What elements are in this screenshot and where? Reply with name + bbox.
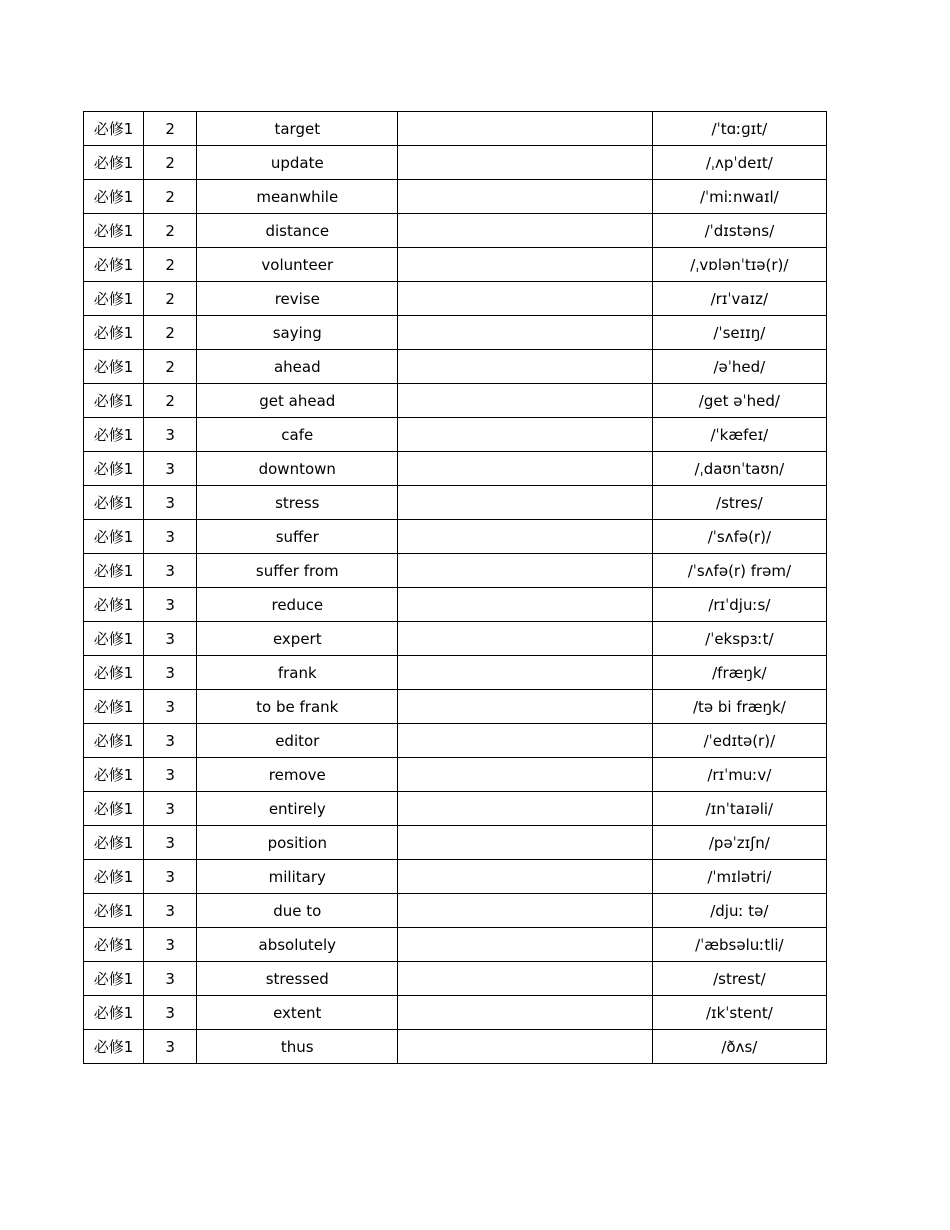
unit-cell: 3 xyxy=(144,792,197,826)
word-cell: due to xyxy=(197,894,398,928)
meaning-cell xyxy=(398,894,652,928)
book-cell: 必修1 xyxy=(84,588,144,622)
unit-cell: 3 xyxy=(144,1030,197,1064)
phonetic-cell: /ɪnˈtaɪəli/ xyxy=(652,792,826,826)
unit-cell: 3 xyxy=(144,690,197,724)
table-row xyxy=(84,282,827,316)
book-cell: 必修1 xyxy=(84,758,144,792)
unit-cell: 3 xyxy=(144,622,197,656)
meaning-cell xyxy=(398,554,652,588)
phonetic-cell: /ˈtɑːɡɪt/ xyxy=(652,112,826,146)
book-cell: 必修1 xyxy=(84,316,144,350)
table-row xyxy=(84,350,827,384)
word-cell: editor xyxy=(197,724,398,758)
meaning-cell xyxy=(398,656,652,690)
word-cell: remove xyxy=(197,758,398,792)
unit-cell: 3 xyxy=(144,486,197,520)
meaning-cell xyxy=(398,180,652,214)
meaning-cell xyxy=(398,486,652,520)
word-cell: frank xyxy=(197,656,398,690)
unit-cell: 3 xyxy=(144,826,197,860)
word-cell: position xyxy=(197,826,398,860)
phonetic-cell: /ˌʌpˈdeɪt/ xyxy=(652,146,826,180)
unit-cell: 2 xyxy=(144,316,197,350)
meaning-cell xyxy=(398,418,652,452)
meaning-cell xyxy=(398,962,652,996)
table-row xyxy=(84,452,827,486)
book-cell: 必修1 xyxy=(84,1030,144,1064)
book-cell: 必修1 xyxy=(84,894,144,928)
meaning-cell xyxy=(398,112,652,146)
book-cell: 必修1 xyxy=(84,554,144,588)
book-cell: 必修1 xyxy=(84,452,144,486)
meaning-cell xyxy=(398,588,652,622)
table-row xyxy=(84,214,827,248)
unit-cell: 3 xyxy=(144,656,197,690)
book-cell: 必修1 xyxy=(84,112,144,146)
word-cell: to be frank xyxy=(197,690,398,724)
book-cell: 必修1 xyxy=(84,350,144,384)
book-cell: 必修1 xyxy=(84,690,144,724)
unit-cell: 3 xyxy=(144,962,197,996)
phonetic-cell: /ˌvɒlənˈtɪə(r)/ xyxy=(652,248,826,282)
phonetic-cell: /ˈsʌfə(r)/ xyxy=(652,520,826,554)
book-cell: 必修1 xyxy=(84,282,144,316)
word-cell: suffer xyxy=(197,520,398,554)
phonetic-cell: /ˈsʌfə(r) frəm/ xyxy=(652,554,826,588)
table-row xyxy=(84,792,827,826)
phonetic-cell: /rɪˈmuːv/ xyxy=(652,758,826,792)
word-cell: update xyxy=(197,146,398,180)
phonetic-cell: /ˈdɪstəns/ xyxy=(652,214,826,248)
table-row xyxy=(84,520,827,554)
meaning-cell xyxy=(398,826,652,860)
word-cell: reduce xyxy=(197,588,398,622)
word-cell: ahead xyxy=(197,350,398,384)
phonetic-cell: /ˈmiːnwaɪl/ xyxy=(652,180,826,214)
book-cell: 必修1 xyxy=(84,622,144,656)
phonetic-cell: /ˌdaʊnˈtaʊn/ xyxy=(652,452,826,486)
word-cell: cafe xyxy=(197,418,398,452)
table-row xyxy=(84,316,827,350)
meaning-cell xyxy=(398,214,652,248)
meaning-cell xyxy=(398,384,652,418)
phonetic-cell: /rɪˈdjuːs/ xyxy=(652,588,826,622)
book-cell: 必修1 xyxy=(84,656,144,690)
meaning-cell xyxy=(398,452,652,486)
book-cell: 必修1 xyxy=(84,826,144,860)
meaning-cell xyxy=(398,282,652,316)
word-cell: stress xyxy=(197,486,398,520)
unit-cell: 3 xyxy=(144,758,197,792)
book-cell: 必修1 xyxy=(84,792,144,826)
table-row xyxy=(84,146,827,180)
meaning-cell xyxy=(398,146,652,180)
word-cell: downtown xyxy=(197,452,398,486)
phonetic-cell: /ˈseɪɪŋ/ xyxy=(652,316,826,350)
book-cell: 必修1 xyxy=(84,384,144,418)
meaning-cell xyxy=(398,622,652,656)
unit-cell: 3 xyxy=(144,860,197,894)
phonetic-cell: /djuː tə/ xyxy=(652,894,826,928)
word-cell: military xyxy=(197,860,398,894)
book-cell: 必修1 xyxy=(84,860,144,894)
table-row xyxy=(84,180,827,214)
table-row xyxy=(84,554,827,588)
book-cell: 必修1 xyxy=(84,520,144,554)
table-row xyxy=(84,928,827,962)
word-cell: suffer from xyxy=(197,554,398,588)
word-cell: absolutely xyxy=(197,928,398,962)
meaning-cell xyxy=(398,792,652,826)
table-row xyxy=(84,384,827,418)
table-row xyxy=(84,894,827,928)
table-row xyxy=(84,826,827,860)
table-row xyxy=(84,962,827,996)
unit-cell: 3 xyxy=(144,520,197,554)
unit-cell: 3 xyxy=(144,554,197,588)
unit-cell: 3 xyxy=(144,928,197,962)
book-cell: 必修1 xyxy=(84,248,144,282)
book-cell: 必修1 xyxy=(84,996,144,1030)
meaning-cell xyxy=(398,350,652,384)
unit-cell: 2 xyxy=(144,214,197,248)
table-row xyxy=(84,724,827,758)
phonetic-cell: /ˈæbsəluːtli/ xyxy=(652,928,826,962)
book-cell: 必修1 xyxy=(84,962,144,996)
table-row xyxy=(84,486,827,520)
phonetic-cell: /ˈedɪtə(r)/ xyxy=(652,724,826,758)
table-row xyxy=(84,656,827,690)
phonetic-cell: /pəˈzɪʃn/ xyxy=(652,826,826,860)
meaning-cell xyxy=(398,1030,652,1064)
phonetic-cell: /ˈekspɜːt/ xyxy=(652,622,826,656)
table-row xyxy=(84,860,827,894)
table-row xyxy=(84,758,827,792)
book-cell: 必修1 xyxy=(84,214,144,248)
table-row xyxy=(84,248,827,282)
word-cell: extent xyxy=(197,996,398,1030)
word-cell: stressed xyxy=(197,962,398,996)
phonetic-cell: /strest/ xyxy=(652,962,826,996)
word-cell: meanwhile xyxy=(197,180,398,214)
meaning-cell xyxy=(398,248,652,282)
unit-cell: 2 xyxy=(144,146,197,180)
book-cell: 必修1 xyxy=(84,486,144,520)
meaning-cell xyxy=(398,758,652,792)
word-cell: thus xyxy=(197,1030,398,1064)
unit-cell: 2 xyxy=(144,384,197,418)
word-cell: target xyxy=(197,112,398,146)
meaning-cell xyxy=(398,928,652,962)
phonetic-cell: /tə bi fræŋk/ xyxy=(652,690,826,724)
meaning-cell xyxy=(398,520,652,554)
unit-cell: 2 xyxy=(144,350,197,384)
table-row xyxy=(84,996,827,1030)
book-cell: 必修1 xyxy=(84,928,144,962)
phonetic-cell: /ðʌs/ xyxy=(652,1030,826,1064)
unit-cell: 3 xyxy=(144,418,197,452)
phonetic-cell: /əˈhed/ xyxy=(652,350,826,384)
unit-cell: 3 xyxy=(144,894,197,928)
word-cell: get ahead xyxy=(197,384,398,418)
unit-cell: 2 xyxy=(144,248,197,282)
unit-cell: 3 xyxy=(144,452,197,486)
phonetic-cell: /fræŋk/ xyxy=(652,656,826,690)
table-row xyxy=(84,588,827,622)
book-cell: 必修1 xyxy=(84,146,144,180)
meaning-cell xyxy=(398,996,652,1030)
book-cell: 必修1 xyxy=(84,180,144,214)
table-row xyxy=(84,690,827,724)
book-cell: 必修1 xyxy=(84,418,144,452)
vocabulary-table xyxy=(83,111,827,1064)
vocabulary-table-body xyxy=(84,112,827,1064)
book-cell: 必修1 xyxy=(84,724,144,758)
unit-cell: 2 xyxy=(144,180,197,214)
phonetic-cell: /get əˈhed/ xyxy=(652,384,826,418)
meaning-cell xyxy=(398,316,652,350)
phonetic-cell: /rɪˈvaɪz/ xyxy=(652,282,826,316)
unit-cell: 3 xyxy=(144,724,197,758)
phonetic-cell: /ˈmɪlətri/ xyxy=(652,860,826,894)
meaning-cell xyxy=(398,690,652,724)
word-cell: volunteer xyxy=(197,248,398,282)
meaning-cell xyxy=(398,724,652,758)
word-cell: revise xyxy=(197,282,398,316)
meaning-cell xyxy=(398,860,652,894)
word-cell: saying xyxy=(197,316,398,350)
word-cell: expert xyxy=(197,622,398,656)
phonetic-cell: /ˈkæfeɪ/ xyxy=(652,418,826,452)
word-cell: distance xyxy=(197,214,398,248)
phonetic-cell: /stres/ xyxy=(652,486,826,520)
table-row xyxy=(84,418,827,452)
unit-cell: 2 xyxy=(144,282,197,316)
unit-cell: 2 xyxy=(144,112,197,146)
unit-cell: 3 xyxy=(144,996,197,1030)
phonetic-cell: /ɪkˈstent/ xyxy=(652,996,826,1030)
table-row xyxy=(84,1030,827,1064)
table-row xyxy=(84,112,827,146)
word-cell: entirely xyxy=(197,792,398,826)
table-row xyxy=(84,622,827,656)
unit-cell: 3 xyxy=(144,588,197,622)
